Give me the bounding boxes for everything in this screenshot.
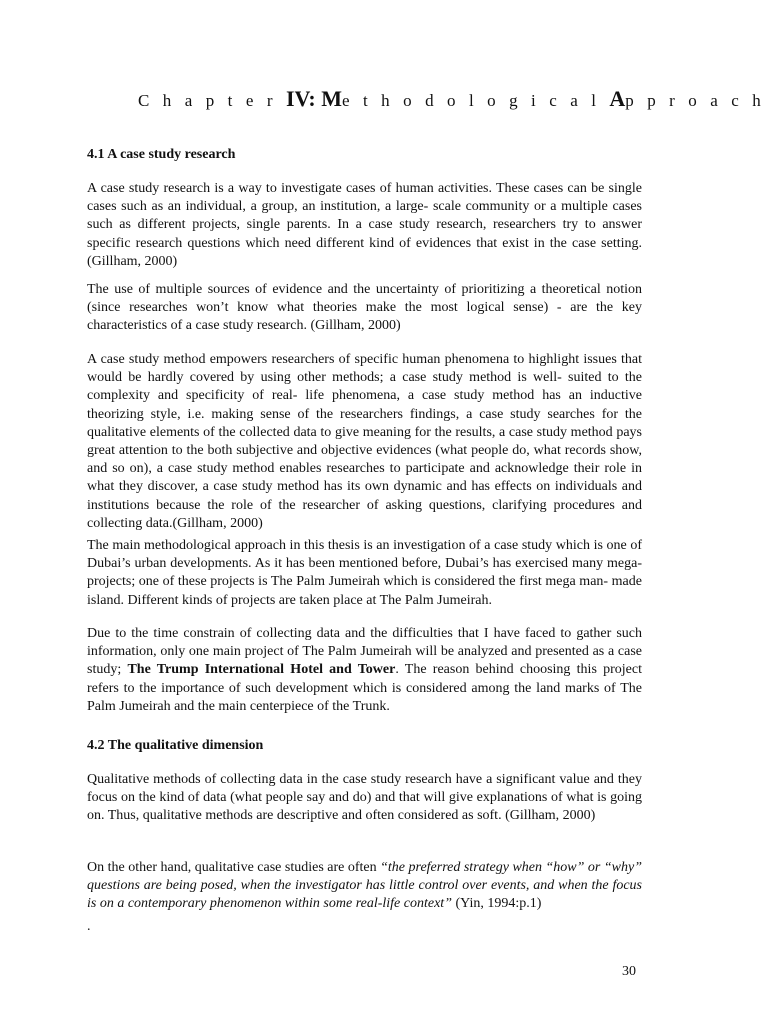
paragraph: A case study method empowers researchers of specific human phenomena to highlight issues that would be hardly covered by using other methods; a case study method is well- suited to the complexity and specificity of real- life phenomena, a case study method has an inductive theorizing style, i.e. making sense of the researchers findings, a case study searches for the qualitative elements of the collected data to give meaning for the results, a case study method pays great attention to the both subjective and objective evidences (what people do, what records show, and so on), a case study method enables researches to participate and acknowledge their role in what they discover, a case study method has its own dynamic and has effects on individuals and institutions because the role of the researcher of asking questions, clarifying procedures and collecting data.(Gillham, 2000) [87, 352, 642, 531]
paragraph-text: On the other hand, qualitative case studies are often [87, 860, 381, 875]
paragraph: The use of multiple sources of evidence and the uncertainty of prioritizing a theoretical notion (since researches won’t know what theories make the most logical sense) - are the key characteristics of a case study research. (Gillham, 2000) [87, 282, 642, 334]
paragraph [87, 625, 642, 716]
section-heading: 4.1 A case study research [87, 147, 236, 162]
page-number: 30 [622, 964, 636, 979]
chapter-title-part: A [609, 86, 626, 111]
paragraph: The main methodological approach in this thesis is an investigation of a case study which is one of Dubai’s urban developments. As it has been mentioned before, Dubai’s has exercised many mega-projects; one of these projects is The Palm Jumeirah which is considered the first mega man- made island. Different kinds of projects are taken place at The Palm Jumeirah. [87, 538, 642, 608]
chapter-title [138, 86, 765, 112]
trailing-dot: . [87, 919, 91, 934]
citation: (Yin, 1994:p.1) [451, 896, 542, 912]
section-heading: 4.2 The qualitative dimension [87, 738, 264, 753]
paragraph-text: Due to the time constrain of collecting data and the difficulties that I have faced to gather such information, only one main project of The Palm Jumeirah will be analyzed and presented as a case study; [87, 626, 642, 678]
paragraph-text: . The reason behind choosing this project refers to the importance of such development which is considered among the land marks of The Palm Jumeirah and the main centerpiece of the Trunk. [87, 662, 642, 714]
paragraph: A case study research is a way to investigate cases of human activities. These cases can be single cases such as an individual, a group, an institution, a large- scale community or a multiple cases such as different projects, single parents. In a case study research, researchers try to answer specific research questions which need different kind of evidences that exist in the case setting. (Gillham, 2000) [87, 181, 642, 269]
chapter-title-part: C h a p t e r [138, 91, 286, 110]
chapter-title-part: IV: M [285, 86, 342, 111]
chapter-title-part: e t h o d o l o g i c a l [342, 91, 610, 110]
project-name: The Trump International Hotel and Tower [127, 662, 396, 678]
chapter-title-part: p p r o a c h [625, 91, 765, 110]
paragraph: Qualitative methods of collecting data in the case study research have a significant value and they focus on the kind of data (what people say and do) and that will give explanations of what is going on. Thus, qualitative methods are descriptive and often considered as soft. (Gillham, 2000) [87, 772, 642, 824]
paragraph [87, 859, 642, 914]
quotation: “the preferred strategy when “how” or “why” questions are being posed, when the investigator has little control over events, and when the focus is on a contemporary phenomenon within some real-life context” [87, 860, 642, 912]
